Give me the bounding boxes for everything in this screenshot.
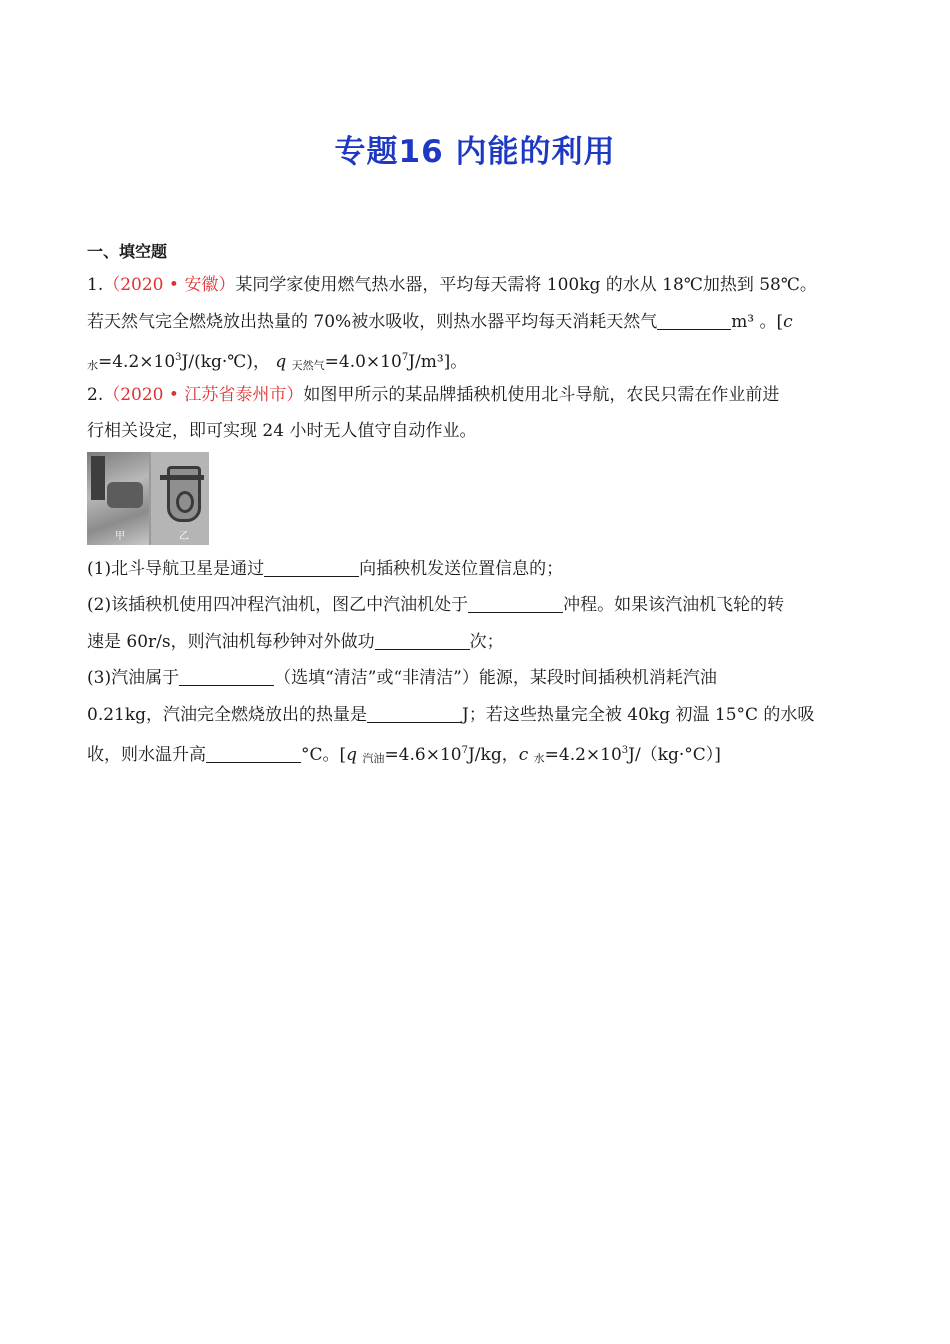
question-2-part-3 [87,660,867,697]
question-text: 向插秧机发送位置信息的； [359,558,564,579]
question-text: 若天然气完全燃烧放出热量的 70%被水吸收，则热水器平均每天消耗天然气 [87,311,658,332]
question-2-part-3-cont-2 [87,733,867,770]
answer-blank[interactable] [206,742,301,763]
figure-label-a: 甲 [115,530,125,542]
question-2-line-2 [87,413,867,450]
question-text: 次； [469,631,504,652]
question-1-line-1 [87,267,867,304]
formula-text: J/m³]。 [408,352,468,372]
question-2-part-2 [87,587,867,624]
question-text: 收，则水温升高 [87,745,206,765]
section-heading: 一、填空题 [87,242,168,261]
formula-text: =4.2×10 [544,745,622,765]
question-text: (3)汽油属于 [87,668,180,688]
question-text: (1)北斗导航卫星是通过 [87,558,265,579]
question-2-part-3-cont [87,697,867,734]
subscript: 水 [87,359,98,372]
engine-cylinder-icon [167,466,201,522]
question-text: （选填“清洁”或“非清洁”）能源，某段时间插秧机消耗汽油 [274,668,717,688]
formula-text: J/kg， [467,745,519,765]
superscript: 7 [461,745,468,756]
subscript: 天然气 [291,359,325,372]
subscript: 水 [533,752,545,765]
superscript: 7 [401,352,409,363]
question-text: 冲程。如果该汽油机飞轮的转 [563,595,785,615]
answer-blank[interactable] [468,592,563,613]
answer-blank[interactable] [367,702,462,723]
question-text: 行相关设定，即可实现 24 小时无人值守自动作业。 [87,421,477,441]
figure-label-b: 乙 [179,530,189,542]
question-1-line-2 [87,304,867,341]
formula-text: =4.0×10 [324,352,402,372]
question-source: （2020 • 安徽） [103,275,236,295]
formula-text: =4.6×10 [384,745,462,765]
answer-blank[interactable] [179,665,274,686]
question-number: 1. [87,275,104,295]
formula-text: J/（kg·°C）] [628,745,721,765]
answer-blank[interactable] [657,309,731,330]
question-1-line-3 [87,340,867,377]
subscript: 汽油 [362,752,385,765]
question-text: (2)该插秧机使用四冲程汽油机，图乙中汽油机处于 [87,595,469,615]
page-title: 专题16 内能的利用 [334,134,616,170]
figure-transplanter-and-engine [87,452,209,545]
answer-blank[interactable] [375,629,470,650]
question-text: 速是 60r/s，则汽油机每秒钟对外做功 [87,631,375,652]
question-text: °C。[ [301,745,347,765]
question-2-part-2-cont [87,624,867,661]
symbol-c: c [518,745,529,765]
superscript: 3 [621,745,629,756]
symbol-q: q [275,352,287,372]
question-2-part-1 [87,551,867,588]
question-2-line-1 [87,377,867,414]
answer-blank[interactable] [264,556,359,577]
question-number: 2. [87,384,104,405]
question-text: 某同学家使用燃气热水器，平均每天需将 100kg 的水从 18℃加热到 58℃。 [235,275,817,295]
question-text: 0.21kg，汽油完全燃烧放出的热量是 [87,704,368,725]
document-body [87,236,867,770]
question-text: 如图甲所示的某品牌插秧机使用北斗导航，农民只需在作业前进 [303,384,780,405]
formula-text: =4.2×10 [98,352,176,372]
symbol-c: c [783,311,793,332]
formula-text: J/(kg·℃)， [181,352,270,372]
question-text: J；若这些热量完全被 40kg 初温 15°C 的水吸 [462,704,815,725]
question-text: m³ 。[ [731,311,784,332]
question-source: （2020 • 江苏省泰州市） [103,384,304,405]
symbol-q: q [346,745,358,765]
superscript: 3 [175,352,182,363]
